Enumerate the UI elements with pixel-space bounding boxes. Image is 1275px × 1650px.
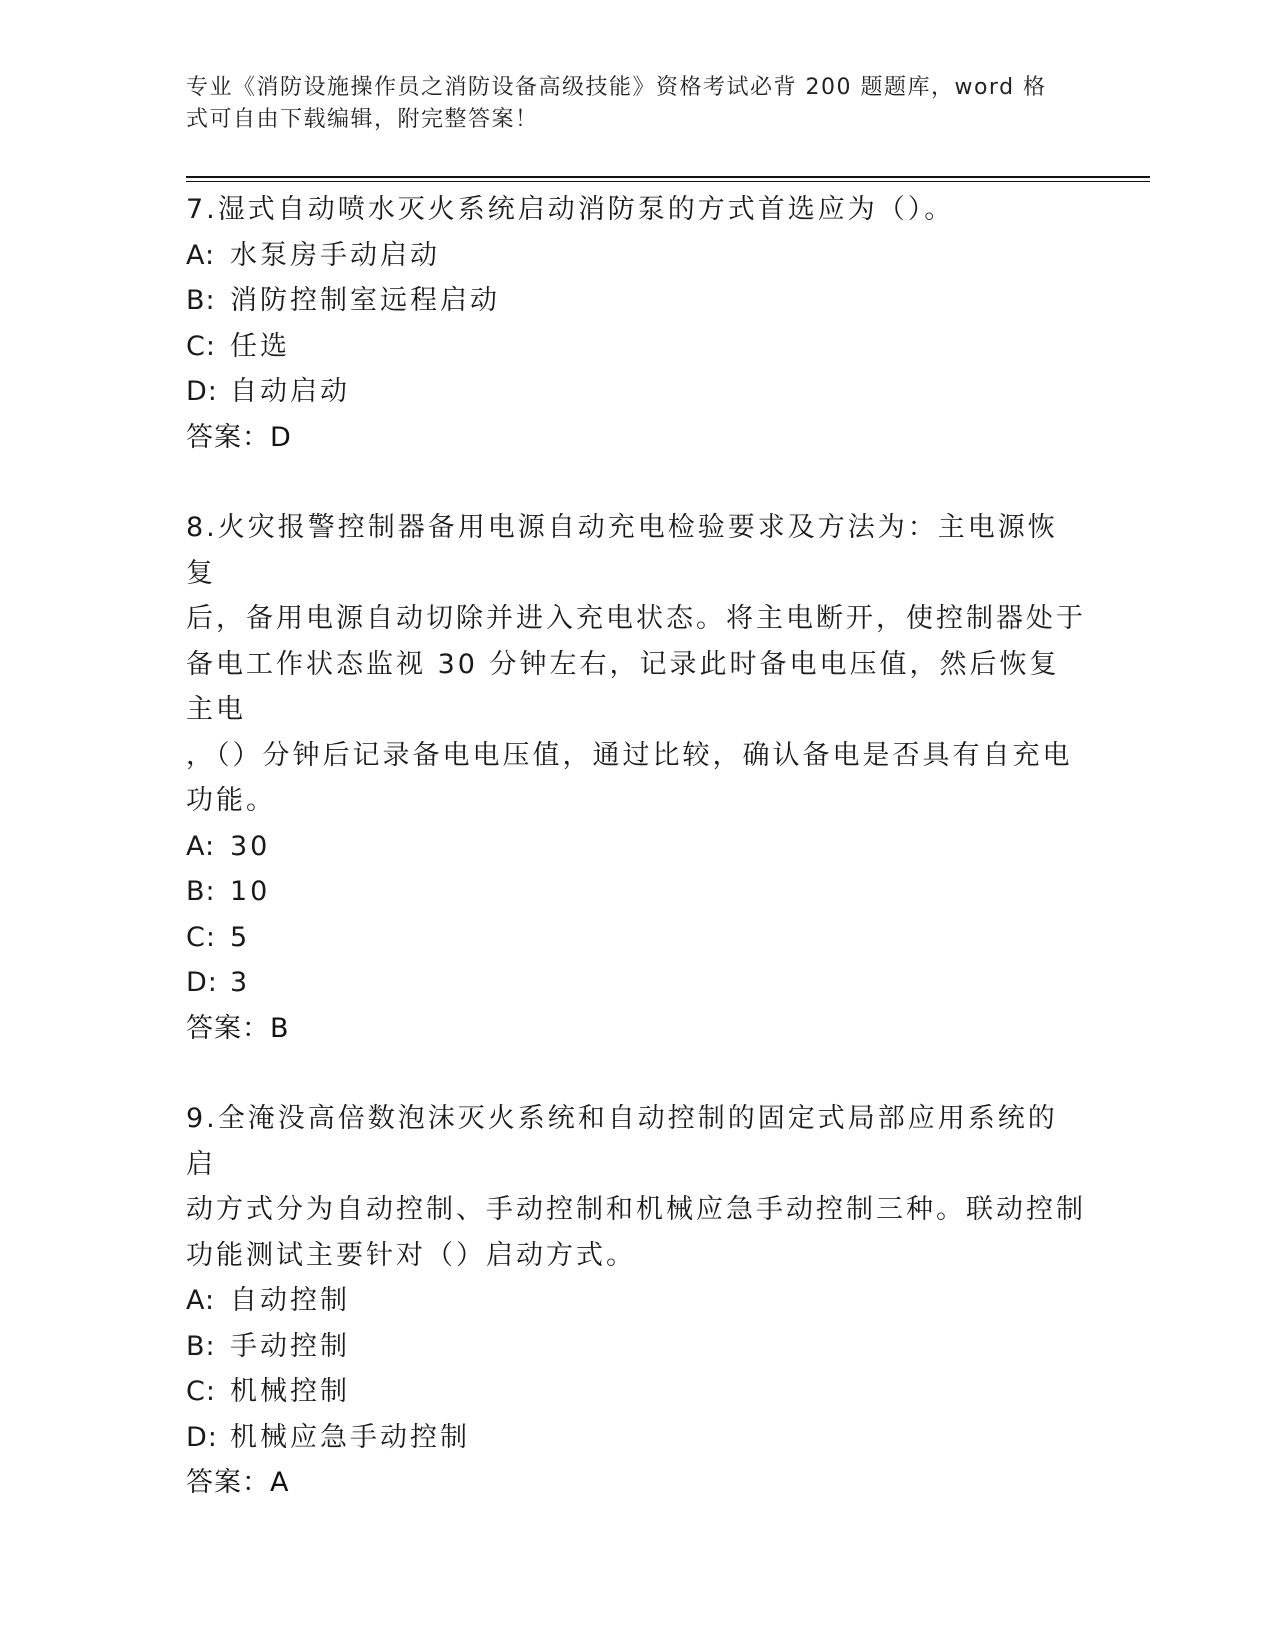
option-key: B: (186, 285, 216, 316)
question-9 (186, 1096, 1086, 1506)
option-text: 消防控制室远程启动 (230, 285, 500, 316)
question-stem: 7.湿式自动喷水灭火系统启动消防泵的方式首选应为（）。 (186, 194, 955, 225)
answer-line: 答案：D (186, 421, 292, 453)
option-a (186, 233, 1086, 279)
question-8 (186, 505, 1086, 1051)
option-b (186, 278, 1086, 324)
document-header (186, 72, 1066, 136)
option-c (186, 324, 1086, 370)
question-stem-line: 9.全淹没高倍数泡沫灭火系统和自动控制的固定式局部应用系统的启 (186, 1103, 1058, 1180)
question-stem-line: 动方式分为自动控制、手动控制和机械应急手动控制三种。联动控制 (186, 1194, 1086, 1225)
question-stem-line: 备电工作状态监视 30 分钟左右，记录此时备电电压值，然后恢复主电 (186, 648, 1060, 725)
option-b (186, 1324, 1086, 1370)
option-key: D: (186, 967, 218, 998)
option-key: C: (186, 1376, 216, 1407)
option-key: B: (186, 1330, 216, 1362)
option-text: 水泵房手动启动 (230, 239, 440, 271)
option-text: 5 (230, 921, 251, 953)
header-divider-thin (186, 181, 1150, 182)
question-7 (186, 187, 1086, 460)
answer-line: 答案：B (186, 1012, 290, 1044)
question-stem-line: 功能。 (186, 785, 276, 816)
option-d (186, 1415, 1086, 1461)
option-key: D: (186, 376, 218, 407)
option-text: 任选 (230, 330, 290, 362)
question-stem-line: 后，备用电源自动切除并进入充电状态。将主电断开，使控制器处于 (186, 603, 1086, 634)
question-stem-line: 功能测试主要针对（）启动方式。 (186, 1239, 636, 1271)
option-text: 机械控制 (230, 1376, 350, 1407)
question-spacer (186, 1051, 1086, 1096)
option-text: 手动控制 (230, 1330, 350, 1362)
option-text: 机械应急手动控制 (230, 1421, 470, 1453)
header-line-2: 式可自由下载编辑，附完整答案！ (186, 107, 539, 132)
option-key: A: (186, 830, 216, 862)
option-text: 自动控制 (230, 1285, 350, 1316)
header-divider-thick (186, 176, 1150, 178)
answer-line: 答案：A (186, 1467, 290, 1498)
option-b (186, 869, 1086, 915)
option-key: A: (186, 239, 216, 271)
question-list (186, 187, 1086, 1506)
option-text: 3 (230, 967, 251, 998)
option-a (186, 824, 1086, 870)
option-key: D: (186, 1421, 218, 1453)
option-text: 自动启动 (230, 376, 350, 407)
option-d (186, 369, 1086, 415)
option-key: B: (186, 876, 216, 907)
question-stem-line: 8.火灾报警控制器备用电源自动充电检验要求及方法为：主电源恢复 (186, 512, 1058, 589)
question-spacer (186, 460, 1086, 505)
option-key: A: (186, 1285, 216, 1316)
header-line-1: 专业《消防设施操作员之消防设备高级技能》资格考试必背 200 题题库，word 格 (186, 75, 1047, 100)
option-c (186, 915, 1086, 961)
question-stem-line: ，（）分钟后记录备电电压值，通过比较，确认备电是否具有自充电 (186, 739, 1073, 771)
option-c (186, 1369, 1086, 1415)
option-text: 30 (230, 830, 271, 862)
option-key: C: (186, 921, 216, 953)
option-d (186, 960, 1086, 1006)
option-text: 10 (230, 876, 271, 907)
option-key: C: (186, 330, 216, 362)
option-a (186, 1278, 1086, 1324)
